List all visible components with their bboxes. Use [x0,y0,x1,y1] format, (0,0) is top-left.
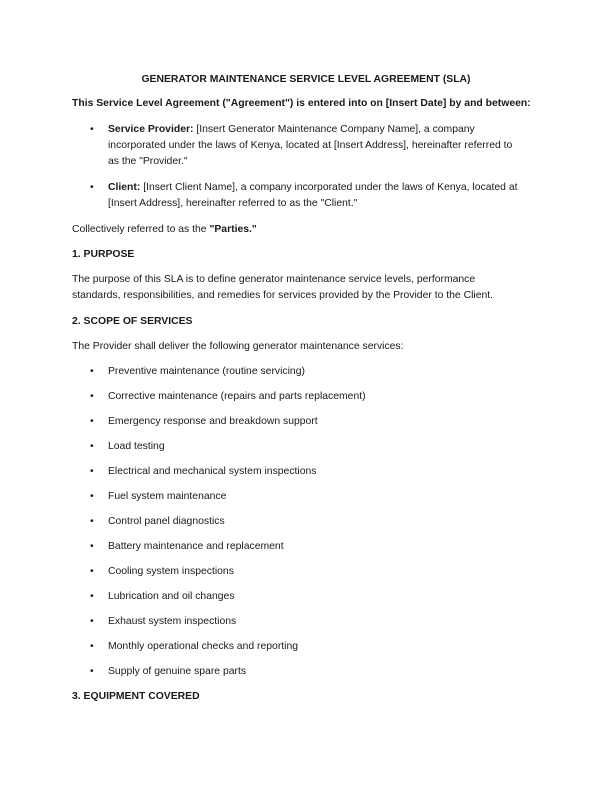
service-item: Load testing [108,441,165,452]
service-item: Fuel system maintenance [108,491,227,502]
bullet-icon: • [90,666,94,677]
bullet-icon: • [90,441,94,452]
purpose-paragraph [72,272,542,304]
service-item: Emergency response and breakdown support [108,416,318,427]
party-label: Client: [108,182,141,193]
bullet-icon: • [90,124,94,135]
bullet-icon: • [90,541,94,552]
paragraph-line: standards, responsibilities, and remedies for services provided by the Provider to the Client. [72,290,494,301]
service-item: Preventive maintenance (routine servicing) [108,366,305,377]
bullet-icon: • [90,182,94,193]
bullet-icon: • [90,641,94,652]
collective-term: "Parties." [209,224,257,235]
bullet-icon: • [90,491,94,502]
paragraph-line: The purpose of this SLA is to define generator maintenance service levels, performance [72,274,476,285]
bullet-icon: • [90,566,94,577]
party-text-line: [Insert Generator Maintenance Company Name], a company [193,124,475,135]
section-heading-equipment: 3. EQUIPMENT COVERED [72,691,200,702]
party-text-line: [Insert Client Name], a company incorporated under the laws of Kenya, located at [140,182,518,193]
collective-statement [72,222,542,238]
bullet-icon: • [90,466,94,477]
party-label: Service Provider: [108,124,194,135]
party-text-line: [Insert Address], hereinafter referred to as the "Client." [108,198,358,209]
service-item: Electrical and mechanical system inspections [108,466,317,477]
service-item: Lubrication and oil changes [108,591,235,602]
service-item: Corrective maintenance (repairs and parts replacement) [108,391,366,402]
agreement-intro: This Service Level Agreement ("Agreement") is entered into on [Insert Date] by and between: [72,98,531,109]
service-item: Exhaust system inspections [108,616,237,627]
section-heading-purpose: 1. PURPOSE [72,249,135,260]
party-text-line: as the "Provider." [108,156,188,167]
section-heading-scope: 2. SCOPE OF SERVICES [72,316,193,327]
service-item: Supply of genuine spare parts [108,666,247,677]
collective-prefix: Collectively referred to as the [72,224,210,235]
bullet-icon: • [90,591,94,602]
bullet-icon: • [90,416,94,427]
service-item: Monthly operational checks and reporting [108,641,299,652]
bullet-icon: • [90,616,94,627]
party-client [108,180,544,212]
service-item: Battery maintenance and replacement [108,541,284,552]
service-item: Cooling system inspections [108,566,234,577]
document-title: GENERATOR MAINTENANCE SERVICE LEVEL AGREEMENT (SLA) [141,74,471,85]
service-item: Control panel diagnostics [108,516,225,527]
bullet-icon: • [90,391,94,402]
scope-paragraph: The Provider shall deliver the following generator maintenance services: [72,341,404,352]
bullet-icon: • [90,366,94,377]
party-provider [108,122,544,170]
party-text-line: incorporated under the laws of Kenya, located at [Insert Address], hereinafter referred to [108,140,513,151]
bullet-icon: • [90,516,94,527]
